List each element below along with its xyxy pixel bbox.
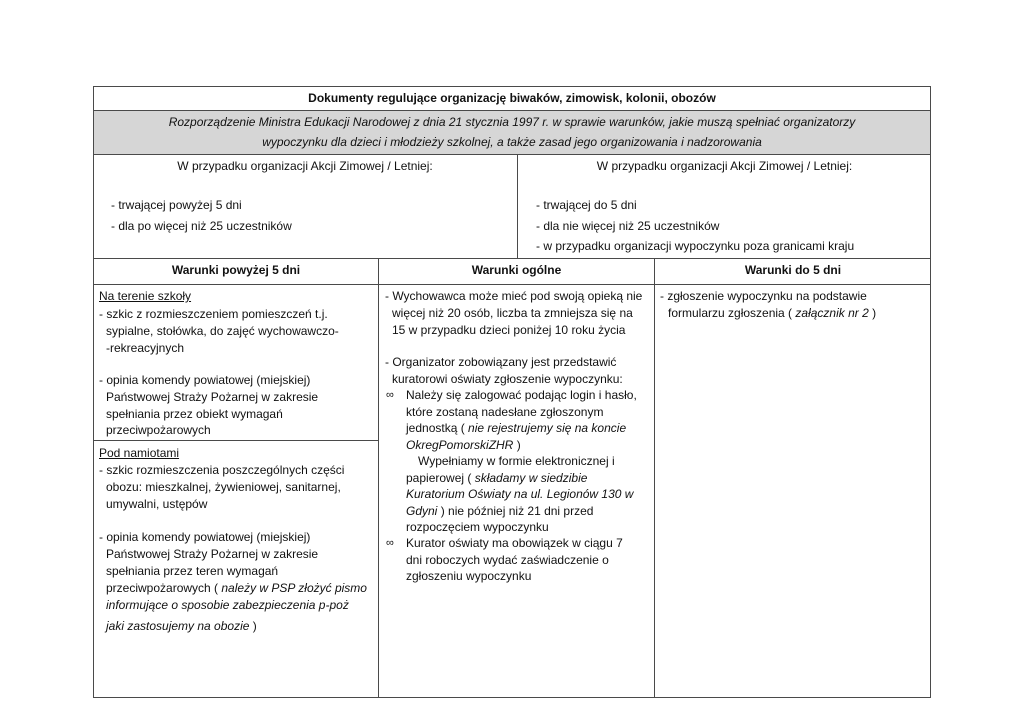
upto5-line: - zgłoszenie wypoczynku na podstawie (660, 289, 867, 303)
general-line: dni roboczych wydać zaświadczenie o (406, 553, 609, 567)
general-line: więcej niż 20 osób, liczba ta zmniejsza się na (392, 306, 633, 320)
school-heading: Na terenie szkoły (99, 289, 192, 303)
tents-line: spełniania przez teren wymagań (106, 564, 279, 578)
general-line: - Wychowawca może mieć pod swoją opieką nie (385, 289, 643, 303)
rule (654, 258, 655, 698)
tents-line: informujące o sposobie zabezpieczenia p-poż (106, 598, 349, 612)
rule-right (930, 86, 931, 698)
general-line: Kuratorium Oświaty na ul. Legionów 130 w (406, 487, 634, 501)
general-line: jednostką ( nie rejestrujemy się na koncie (406, 421, 627, 435)
rule (93, 258, 931, 259)
tents-line: umywalni, ustępów (106, 497, 208, 511)
rule (378, 258, 379, 698)
regulation-line-1: Rozporządzenie Ministra Edukacji Narodowej z dnia 21 stycznia 1997 r. w sprawie warunków, jakie muszą spełniać organizatorzy (168, 115, 856, 129)
school-line: spełniania przez obiekt wymagań (106, 407, 283, 421)
school-line: - szkic z rozmieszczeniem pomieszczeń t.j. (99, 307, 328, 321)
general-line: kuratorowi oświaty zgłoszenie wypoczynku: (392, 372, 623, 386)
general-line: zgłoszeniu wypoczynku (406, 569, 532, 583)
case-left-item: - trwającej powyżej 5 dni (111, 198, 242, 212)
tents-heading: Pod namiotami (99, 446, 180, 460)
infinity-bullet-icon: ∞ (386, 537, 394, 549)
upto5-line: formularzu zgłoszenia ( załącznik nr 2 ) (668, 306, 877, 320)
general-line: Należy się zalogować podając login i hasło, (406, 388, 637, 402)
general-line: które zostaną nadesłane zgłoszonym (406, 405, 604, 419)
tents-line: obozu: mieszkalnej, żywieniowej, sanitarnej, (106, 480, 341, 494)
school-line: - opinia komendy powiatowej (miejskiej) (99, 373, 311, 387)
rule (93, 440, 379, 441)
rule-bottom (93, 697, 931, 698)
general-line: - Organizator zobowiązany jest przedstawić (385, 355, 617, 369)
regulation-line-2: wypoczynku dla dzieci i młodzieży szkolnej, a także zasad jego organizowania i nadzorowania (262, 135, 762, 149)
general-line: rozpoczęciem wypoczynku (406, 520, 549, 534)
case-left-item: - dla po więcej niż 25 uczestników (111, 219, 292, 233)
regulations-document (93, 86, 931, 698)
school-line: sypialne, stołówka, do zajęć wychowawczo- (106, 324, 339, 338)
school-line: -rekreacyjnych (106, 341, 185, 355)
rule (93, 284, 931, 285)
tents-line: Państwowej Straży Pożarnej w zakresie (106, 547, 319, 561)
tents-line: przeciwpożarowych ( należy w PSP złożyć pismo (106, 581, 367, 595)
school-line: przeciwpożarowych (106, 423, 211, 437)
general-line: 15 w przypadku dzieci poniżej 10 roku życia (392, 323, 626, 337)
general-line: Wypełniamy w formie elektronicznej i (418, 454, 615, 468)
column-header-general: Warunki ogólne (471, 263, 562, 277)
tents-line: jaki zastosujemy na obozie ) (106, 619, 257, 633)
rule (93, 110, 931, 111)
case-right-header: W przypadku organizacji Akcji Zimowej / Letniej: (596, 159, 853, 173)
case-right-item: - trwającej do 5 dni (536, 198, 637, 212)
general-line: Gdyni ) nie później niż 21 dni przed (406, 504, 594, 518)
column-header-up-to-5-days: Warunki do 5 dni (744, 263, 842, 277)
rule-top (93, 86, 931, 87)
tents-line: - szkic rozmieszczenia poszczególnych części (99, 463, 345, 477)
general-line: Kurator oświaty ma obowiązek w ciągu 7 (406, 536, 623, 550)
general-line: papierowej ( składamy w siedzibie (406, 471, 588, 485)
tents-line: - opinia komendy powiatowej (miejskiej) (99, 530, 311, 544)
rule (93, 154, 931, 155)
case-left-header: W przypadku organizacji Akcji Zimowej / Letniej: (177, 159, 433, 173)
infinity-bullet-icon: ∞ (386, 389, 394, 401)
case-right-item: - w przypadku organizacji wypoczynku poza granicami kraju (536, 239, 855, 253)
case-right-item: - dla nie więcej niż 25 uczestników (536, 219, 720, 233)
general-line: OkregPomorskiZHR ) (406, 438, 521, 452)
document-title: Dokumenty regulujące organizację biwaków, zimowisk, kolonii, obozów (308, 91, 716, 105)
school-line: Państwowej Straży Pożarnej w zakresie (106, 390, 319, 404)
rule-left (93, 86, 94, 698)
column-header-over-5-days: Warunki powyżej 5 dni (171, 263, 301, 277)
